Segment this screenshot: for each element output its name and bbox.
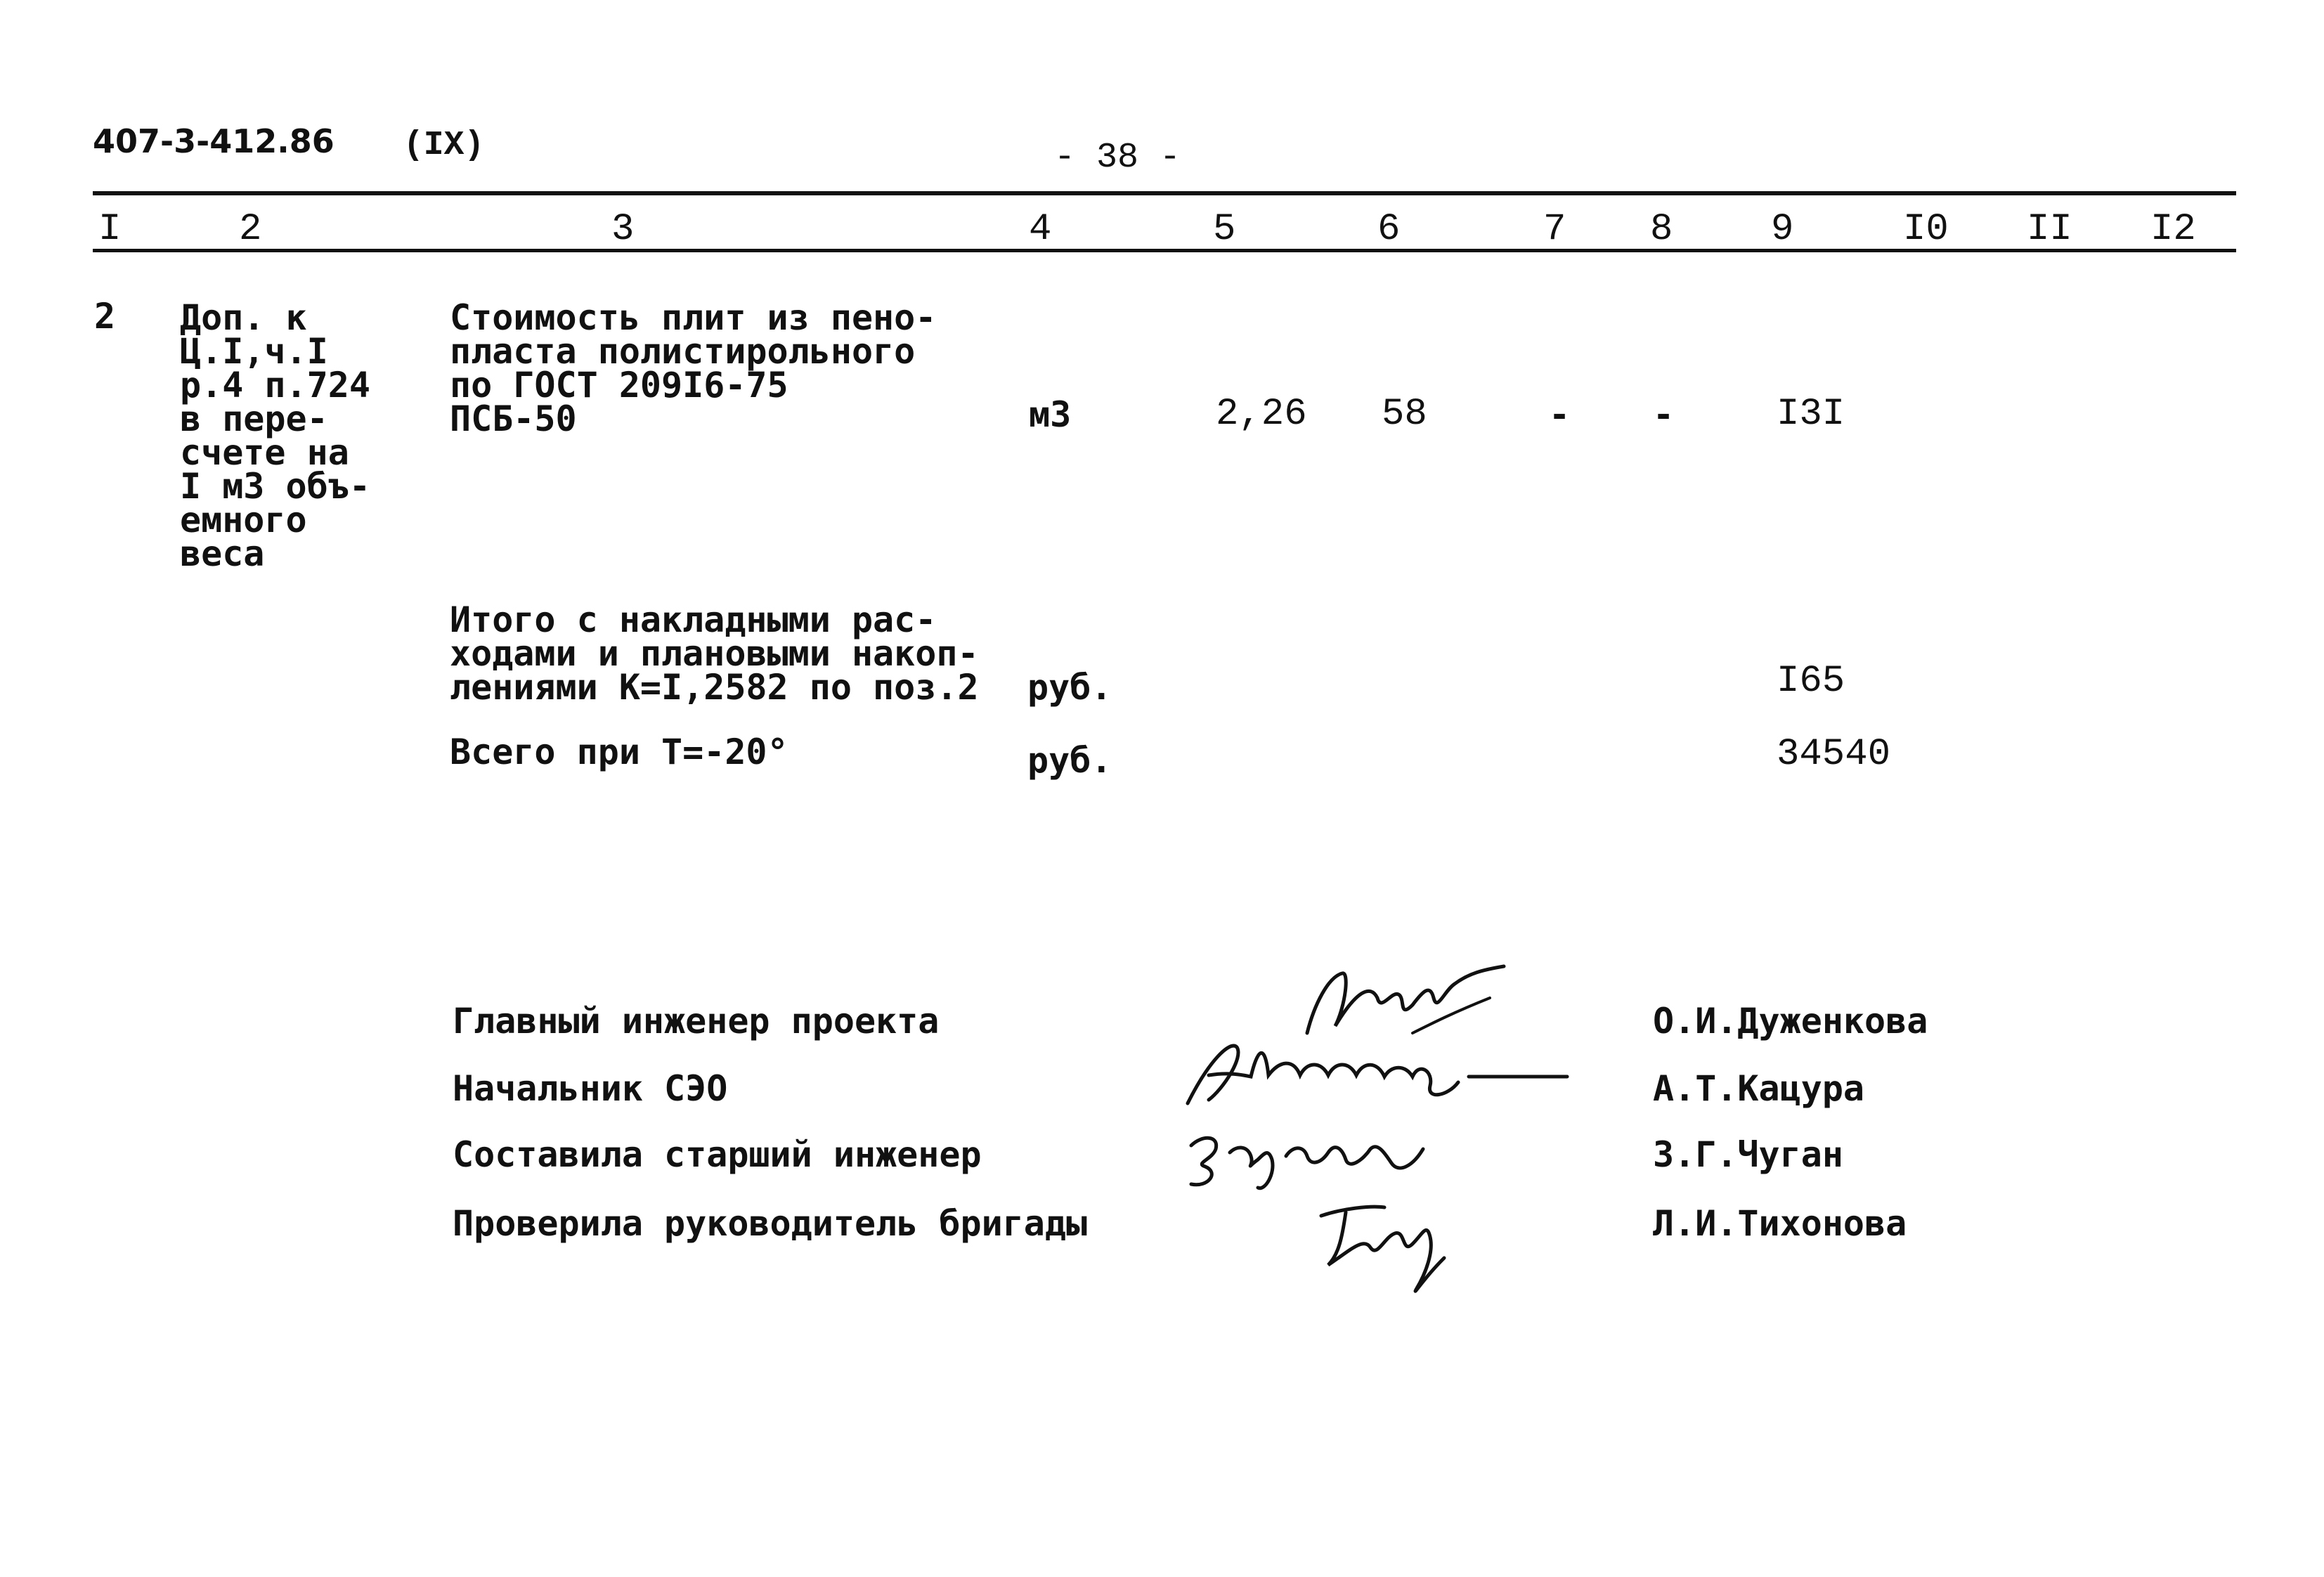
column-number: 8: [1650, 208, 1673, 251]
subtotal-label: [450, 599, 979, 708]
subtotal-unit: руб.: [1027, 667, 1112, 708]
subtotal-line: ходами и плановыми накоп-: [450, 633, 979, 674]
signature-name: Л.И.Тихонова: [1653, 1203, 1907, 1244]
row-description: [450, 297, 937, 439]
column-number: 9: [1771, 208, 1794, 251]
reference-line: в пере-: [180, 398, 328, 439]
subtotal-value: I65: [1777, 660, 1845, 703]
reference-line: веса: [180, 533, 265, 574]
signature-role: Начальник СЭО: [453, 1068, 728, 1109]
row-col7-value: -: [1549, 394, 1571, 435]
reference-line: счете на: [180, 432, 349, 473]
description-line: Стоимость плит из пено-: [450, 297, 937, 338]
subtotal-line: лениями К=I,2582 по поз.2: [450, 667, 979, 708]
row-col6-value: 58: [1382, 393, 1427, 436]
reference-line: Ц.I,ч.I: [180, 331, 328, 372]
subtotal-line: Итого с накладными рас-: [450, 599, 937, 640]
column-number: 2: [239, 208, 262, 251]
reference-line: I м3 объ-: [180, 466, 370, 507]
page-number: - 38 -: [1054, 138, 1181, 178]
section-number: (IX): [403, 126, 485, 164]
column-number: 4: [1029, 208, 1052, 251]
handwritten-signature-2: [1181, 1033, 1574, 1117]
column-number: 5: [1213, 208, 1236, 251]
signature-role: Главный инженер проекта: [453, 1001, 940, 1041]
row-col8-value: -: [1653, 394, 1675, 435]
description-line: по ГОСТ 209I6-75: [450, 365, 788, 405]
total-label: Всего при Т=-20°: [450, 732, 788, 772]
column-number: I0: [1903, 208, 1949, 251]
row-number: 2: [94, 296, 116, 337]
signature-role: Проверила руководитель бригады: [453, 1203, 1088, 1244]
handwritten-signature-3: [1181, 1110, 1448, 1195]
reference-line: р.4 п.724: [180, 365, 370, 405]
row-col5-value: 2,26: [1216, 393, 1307, 436]
column-number: 7: [1543, 208, 1566, 251]
total-unit: руб.: [1027, 740, 1112, 781]
row-reference: [180, 297, 370, 574]
row-col9-value: I3I: [1777, 393, 1845, 436]
reference-line: Доп. к: [180, 297, 307, 338]
row-unit: м3: [1029, 394, 1072, 435]
column-number: 3: [611, 208, 635, 251]
table-top-rule: [93, 191, 2236, 195]
handwritten-signature-4: [1307, 1195, 1462, 1300]
description-line: пласта полистирольного: [450, 331, 916, 372]
signature-name: А.Т.Кацура: [1653, 1068, 1865, 1109]
column-number: II: [2027, 208, 2072, 251]
column-number: 6: [1377, 208, 1401, 251]
total-value: 34540: [1777, 733, 1891, 776]
reference-line: емного: [180, 500, 307, 540]
document-code: 407-3-412.86: [93, 122, 335, 160]
signature-role: Составила старший инженер: [453, 1134, 982, 1175]
column-number: I2: [2150, 208, 2196, 251]
description-line: ПСБ-50: [450, 398, 577, 439]
column-number: I: [98, 208, 122, 251]
signature-name: З.Г.Чуган: [1653, 1134, 1843, 1175]
signature-name: О.И.Дуженкова: [1653, 1001, 1928, 1041]
